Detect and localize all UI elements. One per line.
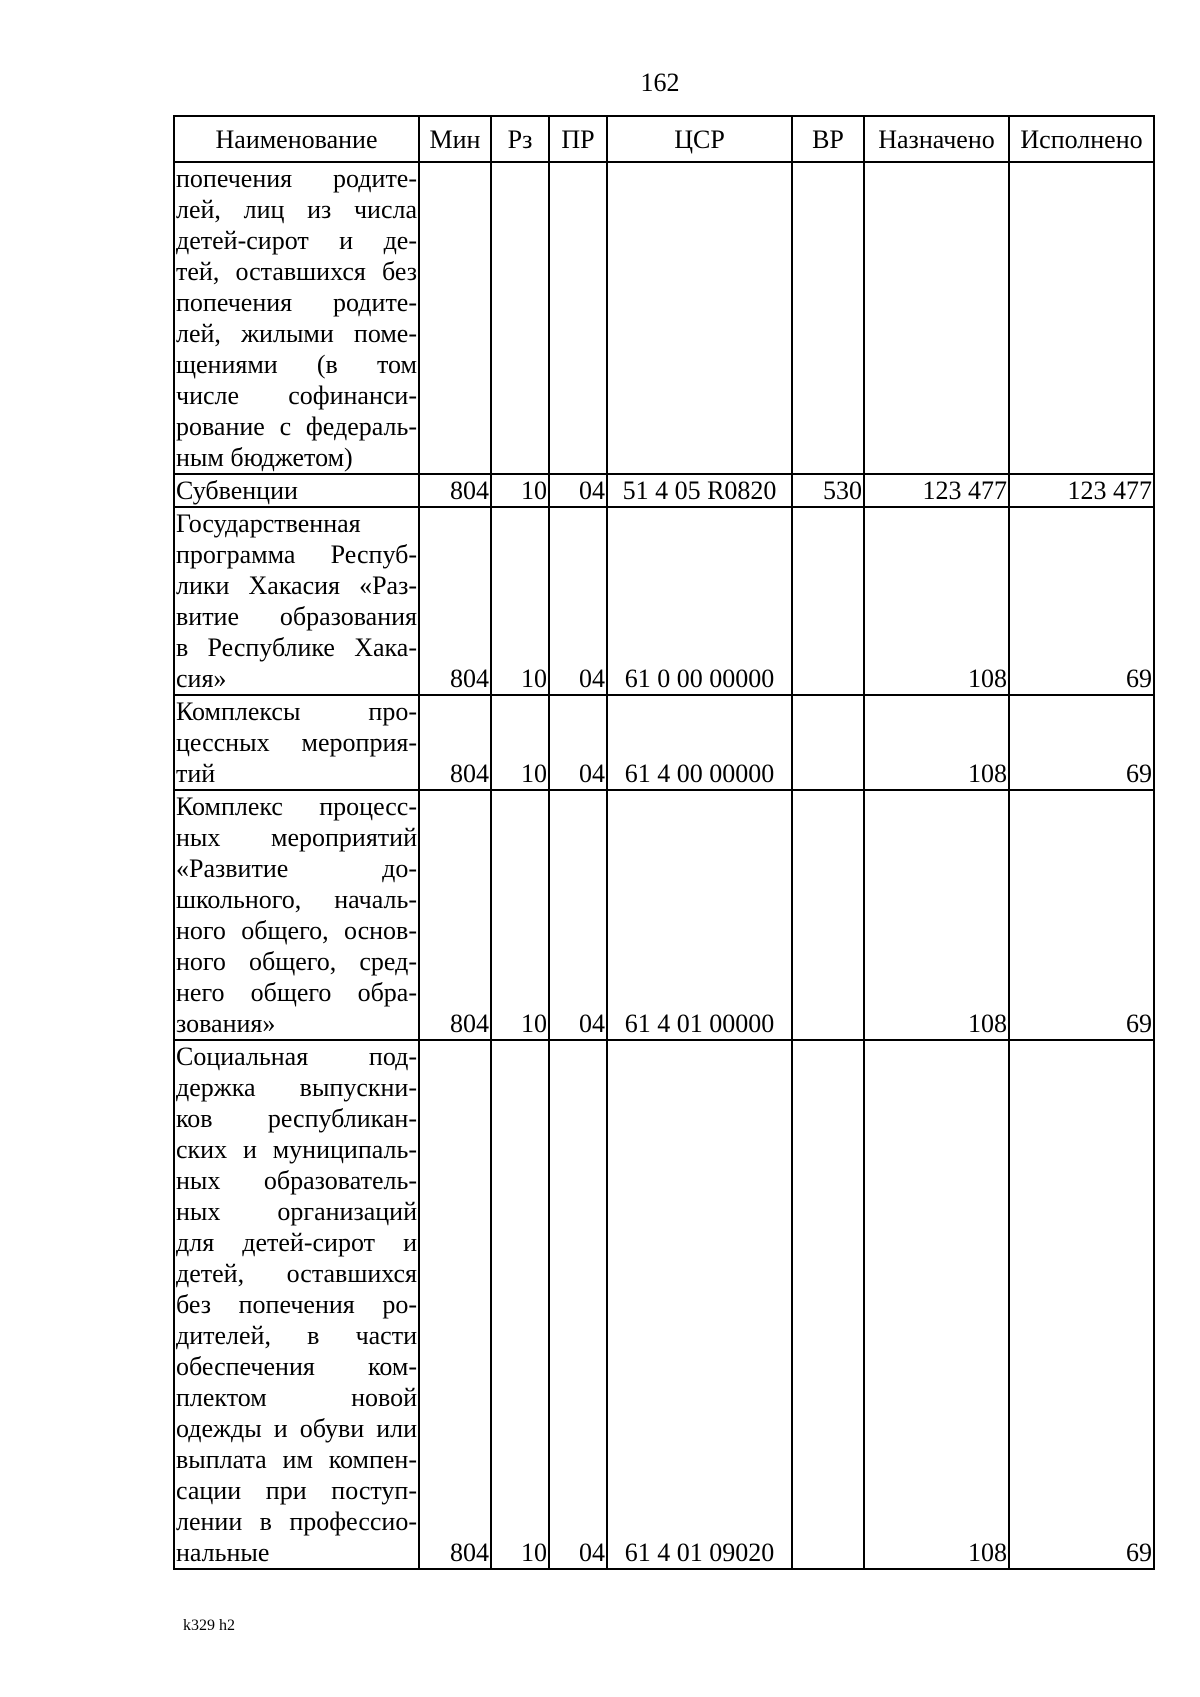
row-pr: 04 bbox=[549, 507, 607, 695]
row-vr bbox=[792, 162, 864, 474]
table-row bbox=[174, 162, 1154, 474]
row-name bbox=[174, 695, 419, 790]
row-name-line: попечения родите- bbox=[176, 164, 417, 193]
row-name-line: числе софинанси- bbox=[176, 381, 417, 410]
row-csr: 51 4 05 R0820 bbox=[607, 474, 792, 507]
row-vr bbox=[792, 1040, 864, 1569]
row-name-line: рование с федераль- bbox=[176, 412, 417, 441]
row-vr: 530 bbox=[792, 474, 864, 507]
row-name-line: зования» bbox=[176, 1009, 276, 1038]
row-name-line: лении в профессио- bbox=[176, 1507, 417, 1536]
table-row bbox=[174, 474, 1154, 507]
row-name-line: без попечения ро- bbox=[176, 1290, 417, 1319]
page-number: 162 bbox=[640, 68, 680, 97]
row-name-line: попечения родите- bbox=[176, 288, 417, 317]
row-rz: 10 bbox=[491, 1040, 549, 1569]
row-assigned: 108 bbox=[864, 790, 1009, 1040]
table-row bbox=[174, 507, 1154, 695]
header-name: Наименование bbox=[174, 116, 419, 162]
row-name-line: лей, жилыми поме- bbox=[176, 319, 417, 348]
row-name-line: сации при поступ- bbox=[176, 1476, 417, 1505]
row-name-line: ных мероприятий bbox=[176, 823, 417, 852]
row-csr: 61 4 00 00000 bbox=[607, 695, 792, 790]
row-name-line: детей, оставшихся bbox=[176, 1259, 417, 1288]
row-pr: 04 bbox=[549, 790, 607, 1040]
table-row bbox=[174, 790, 1154, 1040]
row-name bbox=[174, 507, 419, 695]
row-name-line: обеспечения ком- bbox=[176, 1352, 417, 1381]
row-name-line: в Республике Хака- bbox=[176, 633, 417, 662]
budget-table bbox=[173, 115, 1155, 1570]
row-name-line: детей-сирот и де- bbox=[176, 226, 417, 255]
row-rz: 10 bbox=[491, 790, 549, 1040]
row-pr: 04 bbox=[549, 695, 607, 790]
row-name-line: плектом новой bbox=[176, 1383, 417, 1412]
row-pr bbox=[549, 162, 607, 474]
row-name-line: держка выпускни- bbox=[176, 1073, 417, 1102]
header-csr: ЦСР bbox=[607, 116, 792, 162]
row-name bbox=[174, 474, 419, 507]
header-assigned: Назначено bbox=[864, 116, 1009, 162]
row-name-line: тий bbox=[176, 759, 216, 788]
row-assigned: 108 bbox=[864, 695, 1009, 790]
row-rz bbox=[491, 162, 549, 474]
row-name-line: выплата им компен- bbox=[176, 1445, 417, 1474]
row-name-line: ным бюджетом) bbox=[176, 443, 353, 472]
row-executed: 69 bbox=[1009, 790, 1154, 1040]
header-min: Мин bbox=[419, 116, 491, 162]
row-min: 804 bbox=[419, 1040, 491, 1569]
row-name-line: программа Респуб- bbox=[176, 540, 417, 569]
row-csr: 61 0 00 00000 bbox=[607, 507, 792, 695]
row-vr bbox=[792, 507, 864, 695]
row-csr: 61 4 01 00000 bbox=[607, 790, 792, 1040]
row-name-line: сия» bbox=[176, 664, 227, 693]
row-name-line: тей, оставшихся без bbox=[176, 257, 417, 286]
row-name bbox=[174, 790, 419, 1040]
header-executed: Исполнено bbox=[1009, 116, 1154, 162]
row-name-line: Субвенции bbox=[176, 476, 298, 505]
table-row bbox=[174, 1040, 1154, 1569]
row-vr bbox=[792, 695, 864, 790]
row-rz: 10 bbox=[491, 695, 549, 790]
header-rz: Рз bbox=[491, 116, 549, 162]
row-csr: 61 4 01 09020 bbox=[607, 1040, 792, 1569]
row-name-line: «Развитие до- bbox=[176, 854, 417, 883]
row-name-line: ков республикан- bbox=[176, 1104, 417, 1133]
row-executed: 69 bbox=[1009, 695, 1154, 790]
row-min bbox=[419, 162, 491, 474]
row-name-line: лики Хакасия «Раз- bbox=[176, 571, 417, 600]
row-executed: 69 bbox=[1009, 1040, 1154, 1569]
row-name-line: ного общего, сред- bbox=[176, 947, 417, 976]
row-assigned: 108 bbox=[864, 1040, 1009, 1569]
row-pr: 04 bbox=[549, 474, 607, 507]
row-name-line: ных образователь- bbox=[176, 1166, 417, 1195]
row-assigned bbox=[864, 162, 1009, 474]
row-min: 804 bbox=[419, 695, 491, 790]
row-name-line: ных организаций bbox=[176, 1197, 417, 1226]
row-vr bbox=[792, 790, 864, 1040]
row-name-line: Государственная bbox=[176, 509, 361, 538]
row-name-line: Комплекс процесс- bbox=[176, 792, 417, 821]
footer-code: k329 h2 bbox=[183, 1617, 235, 1634]
row-rz: 10 bbox=[491, 507, 549, 695]
row-min: 804 bbox=[419, 790, 491, 1040]
header-pr: ПР bbox=[549, 116, 607, 162]
row-min: 804 bbox=[419, 507, 491, 695]
row-executed: 69 bbox=[1009, 507, 1154, 695]
row-assigned: 108 bbox=[864, 507, 1009, 695]
row-name-line: дителей, в части bbox=[176, 1321, 417, 1350]
row-name-line: цессных мероприя- bbox=[176, 728, 417, 757]
row-csr bbox=[607, 162, 792, 474]
row-name-line: Комплексы про- bbox=[176, 697, 417, 726]
row-name-line: нальные bbox=[176, 1538, 270, 1567]
table-body bbox=[174, 162, 1154, 1569]
table-row bbox=[174, 695, 1154, 790]
row-name-line: одежды и обуви или bbox=[176, 1414, 417, 1443]
row-name-line: него общего обра- bbox=[176, 978, 417, 1007]
row-name-line: лей, лиц из числа bbox=[176, 195, 417, 224]
row-pr: 04 bbox=[549, 1040, 607, 1569]
header-vr: ВР bbox=[792, 116, 864, 162]
row-min: 804 bbox=[419, 474, 491, 507]
row-name-line: Социальная под- bbox=[176, 1042, 417, 1071]
row-name-line: щениями (в том bbox=[176, 350, 417, 379]
row-name bbox=[174, 1040, 419, 1569]
header-row bbox=[174, 116, 1154, 162]
row-name-line: ских и муниципаль- bbox=[176, 1135, 417, 1164]
row-name-line: для детей-сирот и bbox=[176, 1228, 417, 1257]
row-assigned: 123 477 bbox=[864, 474, 1009, 507]
row-name-line: школьного, началь- bbox=[176, 885, 417, 914]
row-name-line: витие образования bbox=[176, 602, 417, 631]
row-name-line: ного общего, основ- bbox=[176, 916, 417, 945]
row-name bbox=[174, 162, 419, 474]
row-rz: 10 bbox=[491, 474, 549, 507]
row-executed bbox=[1009, 162, 1154, 474]
row-executed: 123 477 bbox=[1009, 474, 1154, 507]
